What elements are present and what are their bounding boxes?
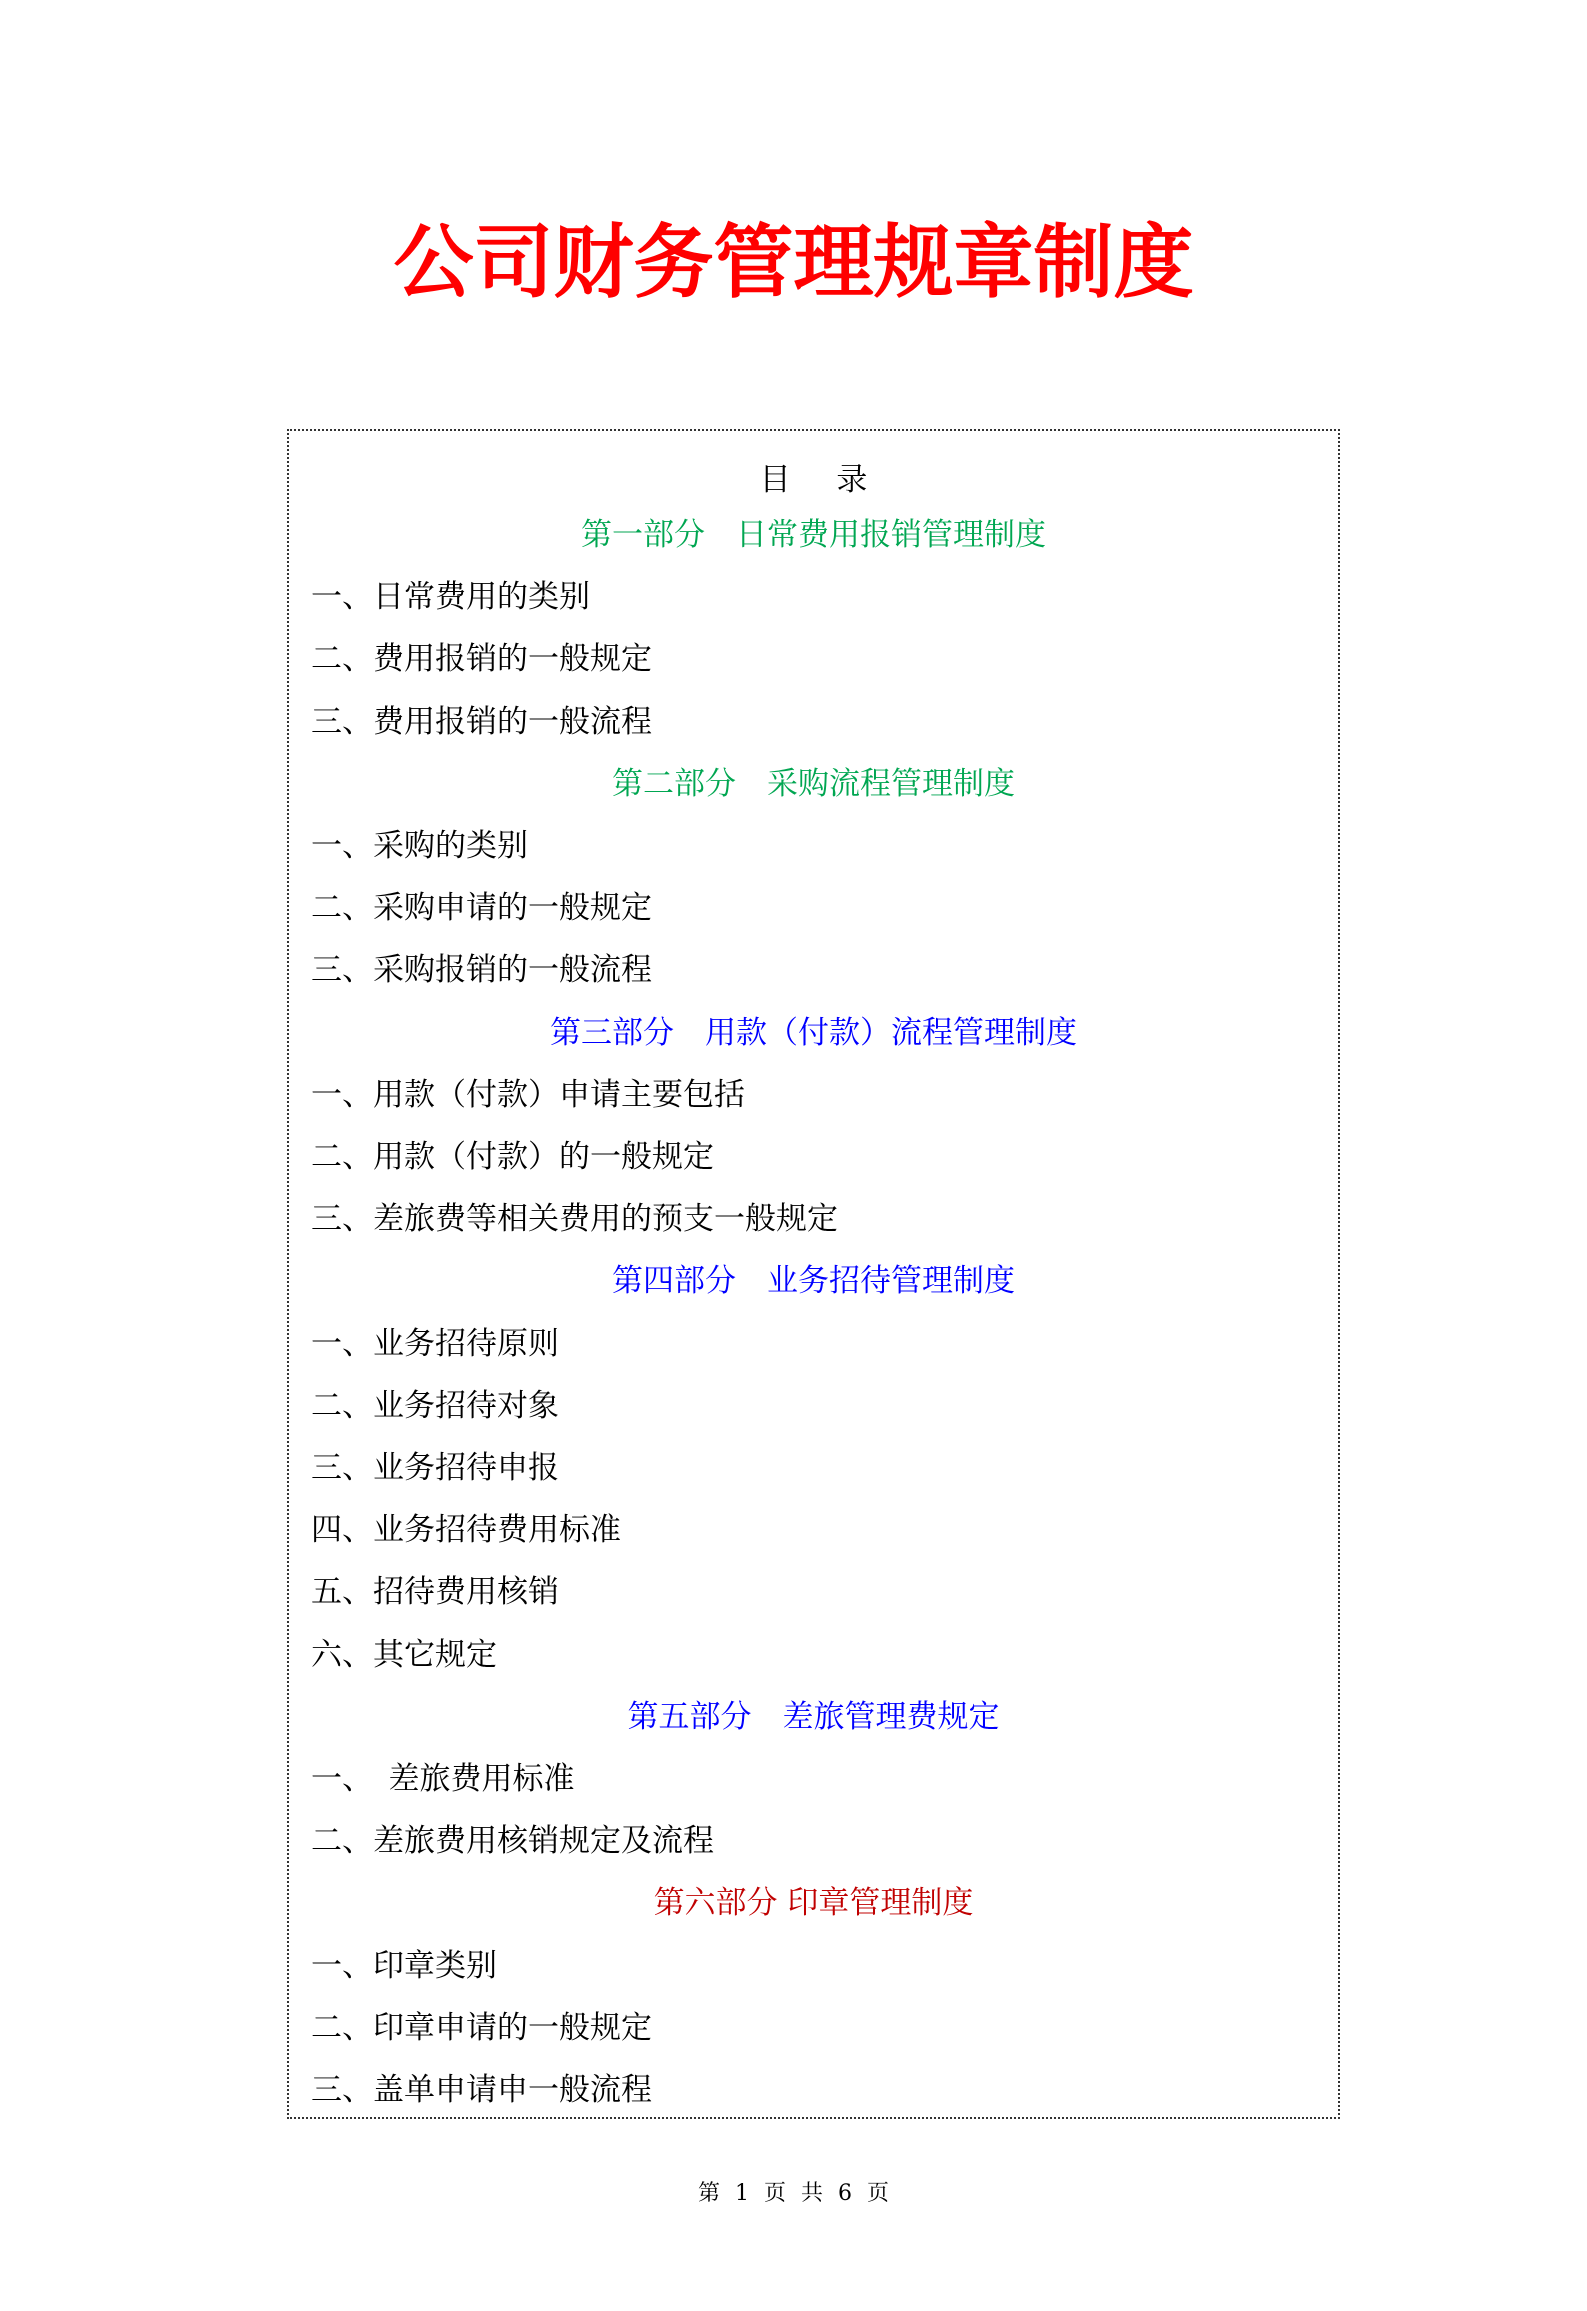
page-footer: 第 1 页 共 6 页 [698, 2181, 889, 2206]
toc-heading: 目 录 [759, 462, 886, 498]
toc-item[interactable]: 三、费用报销的一般流程 [311, 703, 652, 740]
toc-item[interactable]: 一、采购的类别 [311, 828, 528, 864]
toc-item[interactable]: 六、其它规定 [311, 1636, 497, 1673]
toc-part-title[interactable]: 第六部分 印章管理制度 [653, 1885, 974, 1922]
toc-part-title[interactable]: 第三部分 用款（付款）流程管理制度 [550, 1014, 1077, 1051]
toc-item[interactable]: 二、用款（付款）的一般规定 [311, 1139, 714, 1175]
toc-part-title[interactable]: 第二部分 采购流程管理制度 [612, 765, 1015, 802]
toc-item[interactable]: 一、 差旅费用标准 [311, 1761, 575, 1797]
table-of-contents [287, 429, 1340, 2119]
toc-item[interactable]: 三、盖单申请申一般流程 [311, 2072, 652, 2108]
toc-part-title[interactable]: 第四部分 业务招待管理制度 [612, 1263, 1015, 1300]
toc-item[interactable]: 二、费用报销的一般规定 [311, 641, 652, 678]
toc-item[interactable]: 一、业务招待原则 [311, 1325, 559, 1362]
toc-part-title[interactable]: 第一部分 日常费用报销管理制度 [581, 517, 1046, 553]
toc-item[interactable]: 二、采购申请的一般规定 [311, 890, 652, 927]
toc-item[interactable]: 一、日常费用的类别 [311, 579, 590, 616]
toc-part-title[interactable]: 第五部分 差旅管理费规定 [627, 1698, 1000, 1735]
toc-item[interactable]: 三、业务招待申报 [311, 1450, 559, 1486]
toc-item[interactable]: 二、差旅费用核销规定及流程 [311, 1823, 714, 1860]
document-title: 公司财务管理规章制度 [393, 215, 1194, 309]
toc-item[interactable]: 三、差旅费等相关费用的预支一般规定 [311, 1201, 838, 1238]
toc-item[interactable]: 三、采购报销的一般流程 [311, 952, 652, 989]
toc-item[interactable]: 一、用款（付款）申请主要包括 [311, 1076, 745, 1113]
toc-item[interactable]: 二、印章申请的一般规定 [311, 2009, 652, 2046]
toc-item[interactable]: 四、业务招待费用标准 [311, 1512, 621, 1549]
toc-item[interactable]: 五、招待费用核销 [311, 1574, 559, 1611]
toc-item[interactable]: 二、业务招待对象 [311, 1387, 559, 1424]
toc-item[interactable]: 一、印章类别 [311, 1947, 497, 1984]
